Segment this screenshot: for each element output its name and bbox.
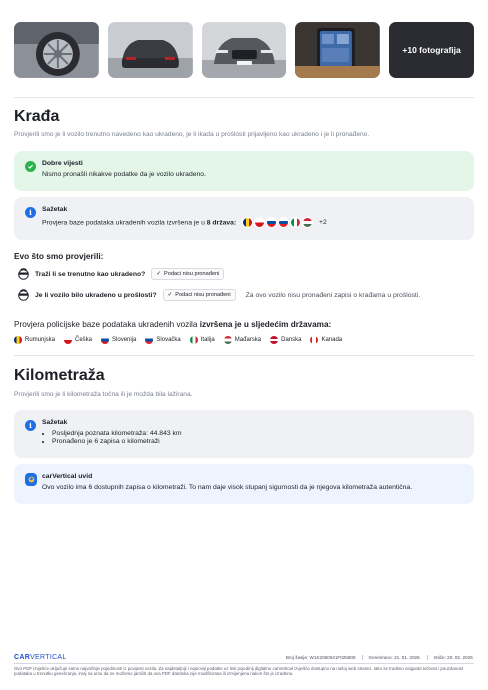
info-icon: i: [25, 420, 36, 431]
carvertical-logo-icon: [25, 473, 37, 486]
disclaimer-text: Ovo PDF izvješće uključuje samo najvažnije pojedinosti iz povijesti vozila. Za najdetaljniji i najnoviji podatke uz link pojedinij digitalno carVertical izvješće dostupno na našoj web stranici. Iako se trudimo osigurati točnost i pouzdanost podataka u trenutku generiranja, imaj na umu da ne možemo jamčiti da ova PDF datoteka nije modificirana ili izmijenjena nakon što je izrađena.: [14, 666, 464, 677]
brand-part2: VERTICAL: [30, 654, 67, 661]
country-name: Danska: [281, 337, 302, 343]
check-row-current: [18, 268, 224, 280]
check-mark-icon: ✓: [156, 271, 161, 277]
country-name: Slovenija: [112, 337, 137, 343]
list-item: • Pronađeno je 6 zapisa o kilometraži: [52, 438, 464, 445]
interior-photo-icon: [295, 22, 380, 78]
theft-subtitle: Provjerili smo je li vozilo trenutno navedeno kao ukradeno, je li ikada u prošlosti prijavljeno kao ukradeno i je li pronađeno.: [14, 131, 370, 138]
country-item: [145, 336, 180, 344]
flag-slovenia-icon: [266, 217, 277, 228]
check1-status-badge: [151, 268, 224, 280]
car-front-photo-icon: [202, 22, 287, 78]
country-name: Slovačka: [156, 337, 181, 343]
country-item: [270, 336, 301, 344]
flag-denmark-icon: [270, 336, 278, 344]
photo-front[interactable]: [202, 22, 287, 78]
police-db-heading: [14, 320, 331, 329]
more-photos-button[interactable]: [389, 22, 474, 78]
country-item: [14, 336, 55, 344]
country-flags: [242, 217, 313, 228]
mileage-title: Kilometraža: [14, 367, 105, 384]
insight-title: carVertical uvid: [42, 473, 93, 480]
thief-mask-icon: [18, 268, 29, 280]
expiry-date: Ističe: 20. 02. 2026.: [427, 655, 474, 660]
check2-status-badge: [163, 289, 236, 301]
section-divider: [14, 97, 474, 98]
footer-divider: [14, 663, 474, 664]
flag-czech-icon: [64, 336, 72, 344]
list-item: • Posljednja poznata kilometraža: 44.843 km: [52, 430, 464, 437]
country-name: Italija: [200, 337, 215, 343]
check-circle-icon: [25, 161, 36, 172]
good-news-box: [14, 151, 474, 191]
good-news-title: Dobre vijesti: [42, 160, 83, 167]
mileage-summary-list: [42, 430, 464, 445]
check1-question: Traži li se trenutno kao ukradeno?: [35, 270, 146, 278]
check2-question: Je li vozilo bilo ukradeno u prošlosti?: [35, 291, 157, 299]
flag-canada-icon: [310, 336, 318, 344]
vin-text: Broj šasije: W1K2060041F025808: [285, 655, 356, 660]
summary-text: [42, 217, 464, 228]
mileage-subtitle: Provjerili smo je li kilometraža točna ili je možda bila lažirana.: [14, 391, 193, 398]
country-name: Češka: [75, 337, 93, 343]
mileage-summary-box: [14, 410, 474, 458]
country-name: Mađarska: [234, 337, 262, 343]
flag-italy-icon: [190, 336, 198, 344]
photo-rear[interactable]: [108, 22, 193, 78]
check1-status-label: Podaci nisu pronađeni: [163, 271, 220, 277]
police-country-list: [14, 336, 342, 344]
flag-slovakia-icon: [145, 336, 153, 344]
flag-italy-icon: [290, 217, 301, 228]
more-photos-label: +10 fotografija: [402, 45, 461, 55]
theft-title: Krađa: [14, 108, 60, 125]
thief-mask-icon: [18, 289, 29, 301]
good-news-text: Nismo pronašli nikakve podatke da je vozilo ukradeno.: [42, 171, 206, 178]
country-item: [310, 336, 342, 344]
check2-status-label: Podaci nisu pronađeni: [175, 292, 231, 298]
flag-czech-icon: [254, 217, 265, 228]
summary-text-pre: Provjera baze podataka ukradenih vozila izvršena je u: [42, 219, 207, 227]
check2-explanation: Za ovo vozilo nisu pronađeni zapisi o krađama u prošlosti.: [245, 291, 421, 299]
flag-romania-icon: [14, 336, 22, 344]
country-item: [224, 336, 261, 344]
theft-summary-box: [14, 197, 474, 240]
flag-slovenia-icon: [101, 336, 109, 344]
flag-hungary-icon: [302, 217, 313, 228]
wheel-photo-icon: [14, 22, 99, 78]
insight-text: Ovo vozilo ima 6 dostupnih zapisa o kilometraži. To nam daje visok stupanj sigurnosti da je njegova kilometraža autentična.: [42, 484, 413, 491]
photo-wheel[interactable]: [14, 22, 99, 78]
report-meta: [286, 655, 474, 660]
mileage-summary-title: Sažetak: [42, 419, 68, 426]
info-icon: i: [25, 207, 36, 218]
page-footer: [14, 654, 474, 677]
section-divider: [14, 355, 474, 356]
flag-slovakia-icon: [278, 217, 289, 228]
country-name: Kanada: [321, 337, 343, 343]
summary-title: Sažetak: [42, 206, 68, 213]
country-item: [64, 336, 92, 344]
flag-hungary-icon: [224, 336, 232, 344]
brand-part1: CAR: [14, 654, 31, 661]
check-mark-icon: ✓: [167, 292, 173, 298]
country-item: [101, 336, 136, 344]
car-rear-photo-icon: [108, 22, 193, 78]
generated-date: Generirano: 21. 01. 2026.: [362, 655, 421, 660]
police-bold: izvršena je u sljedećim državama:: [199, 320, 332, 329]
country-name: Rumunjska: [25, 337, 56, 343]
summary-more: +2: [318, 219, 327, 227]
photo-gallery: [14, 22, 474, 78]
country-item: [190, 336, 215, 344]
check-row-past: [18, 289, 420, 301]
insight-box: [14, 464, 474, 504]
flag-romania-icon: [242, 217, 253, 228]
summary-count: 8 država:: [206, 219, 237, 227]
checks-title: Evo što smo provjerili:: [14, 251, 104, 261]
police-pre: Provjera policijske baze podataka ukradenih vozila: [14, 320, 200, 329]
photo-interior[interactable]: [295, 22, 380, 78]
